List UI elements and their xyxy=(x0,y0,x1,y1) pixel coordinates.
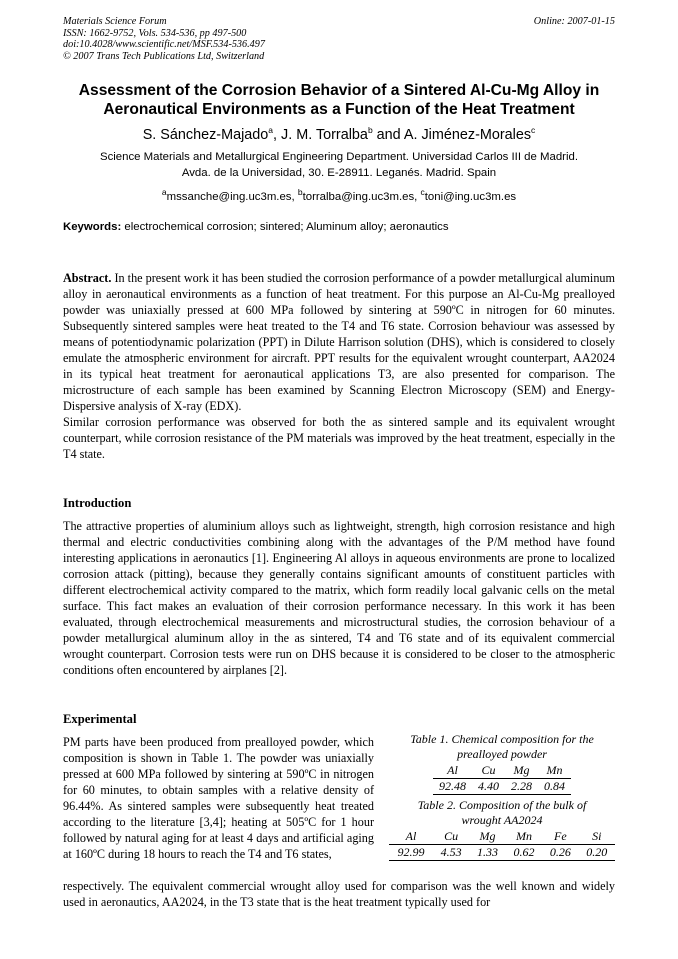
abstract-paragraph-2: Similar corrosion performance was observed for both the as sintered sample and its equivalent wrought counterpart, while corrosion resistance of the PM materials was improved by the heat treatment, especially in the T4 state. xyxy=(63,415,615,461)
table-1-value-cell: 2.28 xyxy=(505,779,538,795)
title-line-2: Aeronautical Environments as a Function of the Heat Treatment xyxy=(103,100,575,118)
table-1-header-cell: Cu xyxy=(472,763,505,779)
email-c-mark: c xyxy=(420,187,425,197)
table-2-value-cell: 1.33 xyxy=(469,845,505,861)
table-1-header-cell: Al xyxy=(433,763,472,779)
table-2-caption-line-2: wrought AA2024 xyxy=(461,813,543,827)
introduction-paragraph: The attractive properties of aluminium alloys such as lightweight, strength, high corrosion resistance and high thermal and electric conductivities combining along with the advantages of the P/M method have found interesting applications in aeronautics [1]. Engineering Al alloys in aqueous environments are prone to localized corrosion attack (pitting), because they generally contains significant amounts of constituent particles with different electrochemical activity compared to the matrix, which form readily local galvanic cells on the metal surface. This fact makes an evaluation of their corrosion performance necessary. In this work it has been evaluated, through electrochemical measurements and microstructural studies, the corrosion behaviour of a powder metallurgical aluminum alloy in the as sintered, T4 and T6 state and of its equivalent commercial wrought counterpart. Corrosion tests were run on DHS because it is considered to be closer to the atmospheric conditions often encountered by airplanes [2]. xyxy=(63,519,615,677)
author-3-affil-mark: c xyxy=(531,125,536,135)
author-2: , J. M. Torralba xyxy=(273,126,368,143)
journal-name: Materials Science Forum xyxy=(63,16,167,27)
doi-line: doi:10.4028/www.scientific.net/MSF.534-536.497 xyxy=(63,39,265,50)
experimental-heading: Experimental xyxy=(63,712,137,726)
table-1-caption xyxy=(389,732,615,762)
table-1-header-cell: Mn xyxy=(538,763,571,779)
keywords-label: Keywords: xyxy=(63,221,122,233)
table-1-header-row xyxy=(433,763,571,779)
title-line-1: Assessment of the Corrosion Behavior of a Sintered Al-Cu-Mg Alloy in xyxy=(78,82,600,99)
experimental-continuation xyxy=(63,878,615,910)
table-2-value-cell: 4.53 xyxy=(433,845,469,861)
author-list xyxy=(40,121,638,144)
experimental-left-column xyxy=(63,734,374,862)
affiliation-line-1: Science Materials and Metallurgical Engineering Department. Universidad Carlos III de Madrid. xyxy=(99,151,578,163)
table-2-value-cell: 0.20 xyxy=(579,845,615,861)
table-1-value-cell: 92.48 xyxy=(433,779,472,795)
table-2-header-cell: Cu xyxy=(433,829,469,845)
online-date: Online: 2007-01-15 xyxy=(533,16,615,27)
table-2-value-cell: 0.26 xyxy=(542,845,578,861)
table-1-value-cell: 0.84 xyxy=(538,779,571,795)
experimental-paragraph: PM parts have been produced from prealloyed powder, which composition is shown in Table 1. The powder was uniaxially pressed at 600 MPa followed by sintering at 590ºC in nitrogen for 60 minutes, to obtain samples with a relative density of 96.44%. As sintered samples were subsequently heat treated according to the literature [3,4]; heating at 505ºC for 1 hour followed by natural aging for at least 4 days and artificial aging at 160ºC during 18 hours to reach the T4 and T6 states, xyxy=(63,735,374,861)
abstract xyxy=(63,270,615,462)
copyright-line: © 2007 Trans Tech Publications Ltd, Switzerland xyxy=(63,50,265,62)
email-a-mark: a xyxy=(161,187,167,197)
email-a[interactable]: mssanche@ing.uc3m.es, xyxy=(166,190,298,203)
table-1-header-cell: Mg xyxy=(505,763,538,779)
table-1-caption-line-1: Table 1. Chemical composition for the xyxy=(410,732,594,746)
author-emails xyxy=(40,184,638,205)
email-b-mark: b xyxy=(297,187,303,197)
table-1-value-cell: 4.40 xyxy=(472,779,505,795)
table-2 xyxy=(389,829,615,861)
paper-title xyxy=(40,82,638,119)
introduction-heading: Introduction xyxy=(63,496,132,510)
table-2-value-cell: 0.62 xyxy=(506,845,542,861)
table-2-header-cell: Al xyxy=(389,829,433,845)
author-1: S. Sánchez-Majado xyxy=(142,126,269,143)
experimental-paragraph-continued: respectively. The equivalent commercial wrought alloy used for comparison was the well known and widely used in aeronautics, AA2024, in the T3 state that is the heat treatment typically used for xyxy=(63,879,615,909)
table-2-caption xyxy=(389,798,615,828)
author-2-affil-mark: b xyxy=(367,125,373,135)
composition-tables xyxy=(389,732,615,861)
email-b[interactable]: torralba@ing.uc3m.es, xyxy=(302,190,421,203)
table-2-value-row xyxy=(389,845,615,861)
table-2-header-row xyxy=(389,829,615,845)
email-c[interactable]: toni@ing.uc3m.es xyxy=(424,190,517,203)
introduction-section xyxy=(63,518,615,678)
abstract-lead: Abstract. xyxy=(63,271,112,285)
keywords-text: electrochemical corrosion; sintered; Aluminum alloy; aeronautics xyxy=(121,221,449,233)
issn-line: ISSN: 1662-9752, Vols. 534-536, pp 497-500 xyxy=(63,27,247,39)
keywords xyxy=(63,220,623,235)
table-2-value-cell: 92.99 xyxy=(389,845,433,861)
table-1 xyxy=(433,763,571,795)
table-1-caption-line-2: prealloyed powder xyxy=(457,747,547,761)
table-2-header-cell: Mg xyxy=(469,829,505,845)
table-1-value-row xyxy=(433,779,571,795)
author-1-affil-mark: a xyxy=(268,125,274,135)
affiliation xyxy=(40,149,638,181)
table-2-header-cell: Mn xyxy=(506,829,542,845)
table-2-header-cell: Si xyxy=(579,829,615,845)
table-2-caption-line-1: Table 2. Composition of the bulk of xyxy=(417,798,587,812)
journal-header xyxy=(63,16,615,62)
abstract-text-1: In the present work it has been studied the corrosion performance of a powder metallurgical aluminum alloy in aeronautical environments as a function of heat treatment. For this purpose an Al-Cu-Mg prealloyed powder was uniaxially pressed at 600 MPa followed by sintering at 590ºC in nitrogen for 60 minutes. Subsequently sintered samples were heat treated to the T4 and T6 state. Corrosion behaviour was assessed by means of potentiodynamic polarization (PPT) in Dilute Harrison solution (DHS), which is considered to closely emulate the atmospheric environment for aircraft. PPT results for the equivalent wrought counterpart, AA2024 in its typical heat treatment for aeronautical applications T3, are also presented for comparison. The microstructure of each sample has been examined by Scanning Electron Microscopy (SEM) and Energy-Dispersive analysis of X-ray (EDX). xyxy=(63,271,615,413)
table-2-header-cell: Fe xyxy=(542,829,578,845)
abstract-paragraph-1 xyxy=(63,270,615,414)
author-3: and A. Jiménez-Morales xyxy=(372,126,532,143)
affiliation-line-2: Avda. de la Universidad, 30. E-28911. Leganés. Madrid. Spain xyxy=(181,167,497,179)
